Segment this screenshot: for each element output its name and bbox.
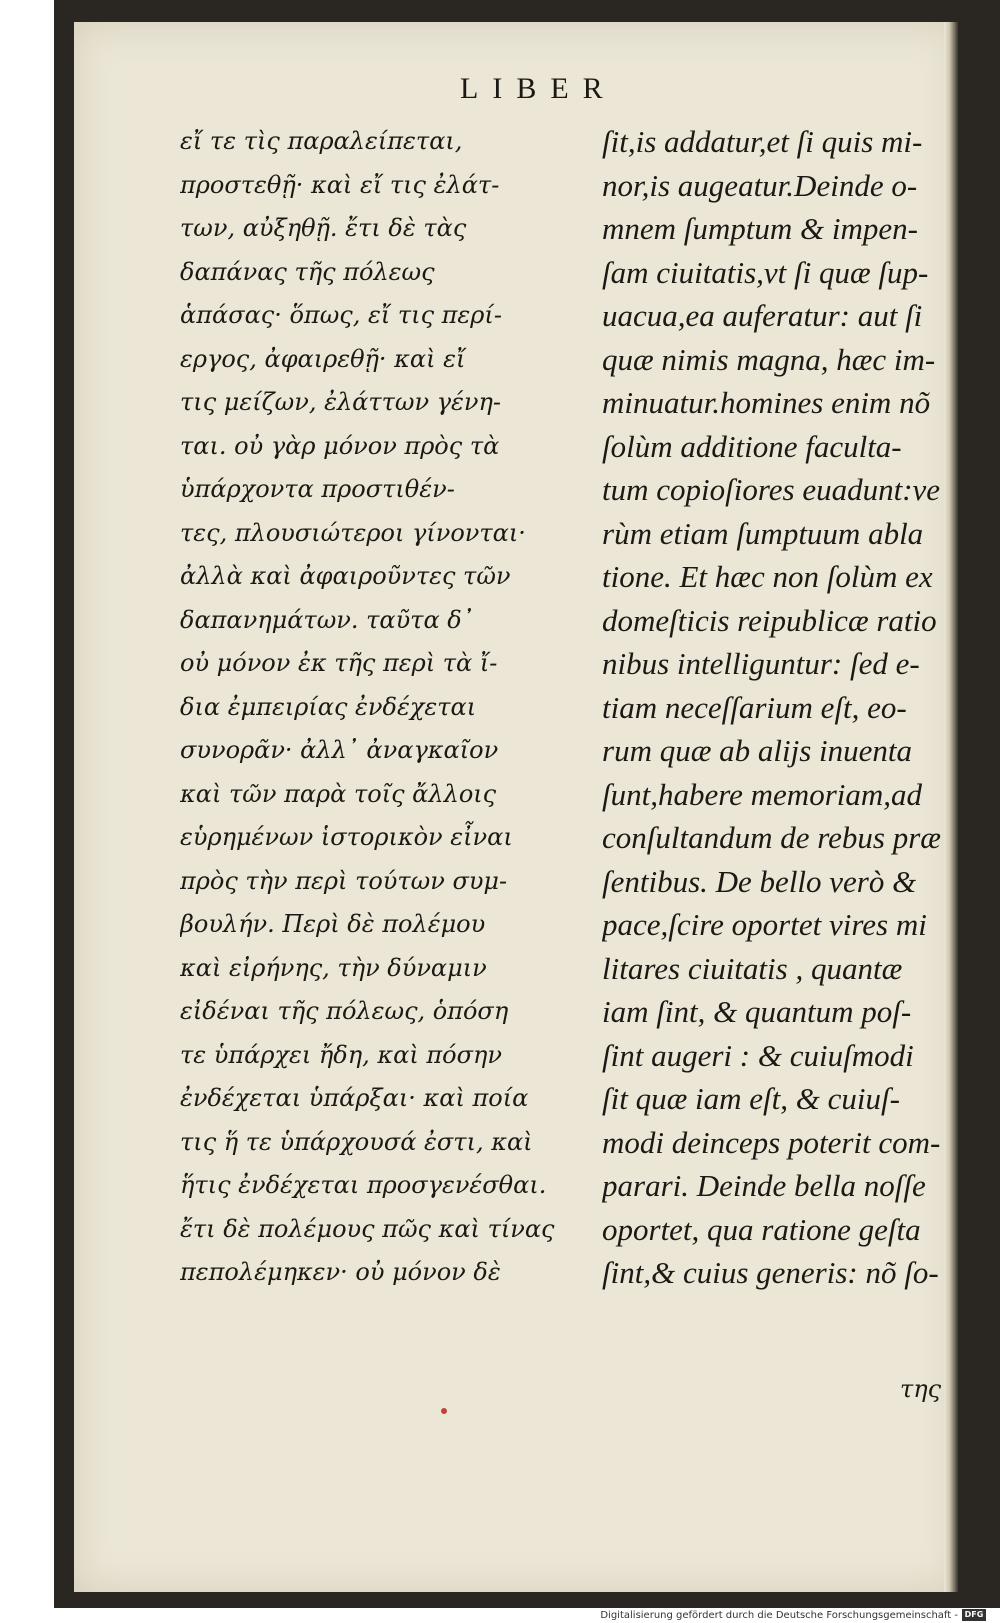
latin-text-line: domeſticis reipublicæ ratio — [602, 602, 937, 638]
latin-text-line: parari. Deinde bella noſſe — [602, 1168, 926, 1203]
greek-text-line: καὶ εἰρήνης, τὴν δύναμιν — [180, 953, 487, 982]
greek-text-line: των, αὐξηθῇ. ἔτι δὲ τὰς — [180, 214, 467, 242]
latin-text-line: pace,ſcire oportet vires mi — [602, 907, 927, 942]
greek-text-line: συνορᾶν· ἀλλ᾽ ἀναγκαῖον — [180, 736, 499, 764]
latin-text-line: quæ nimis magna, hæc im- — [602, 341, 936, 377]
greek-text-line: ὑπάρχοντα προστιθέν- — [180, 475, 455, 503]
latin-text-line: minuatur.homines enim nõ — [602, 385, 931, 420]
latin-text-column — [602, 120, 982, 1295]
greek-text-line: ἥτις ἐνδέχεται προσγενέσθαι. — [180, 1171, 547, 1199]
latin-text-line: iam ſint, & quantum poſ- — [602, 994, 912, 1029]
greek-text-column — [180, 120, 600, 1295]
latin-text-line: ſit,is addatur,et ſi quis mi- — [602, 124, 923, 159]
greek-text-line: βουλήν. Περὶ δὲ πολέμου — [180, 910, 486, 938]
latin-text-line: rùm etiam ſumptuum abla — [602, 515, 924, 551]
greek-text-line: δαπανημάτων. ταῦτα δ᾽ — [180, 605, 474, 634]
catchword: της — [900, 1375, 942, 1403]
latin-text-line: ſunt,habere memoriam,ad — [602, 776, 923, 812]
greek-text-line: πρὸς τὴν περὶ τούτων συμ- — [180, 866, 508, 895]
dfg-logo-icon: DFG — [962, 1609, 986, 1621]
greek-text-line: εἰδέναι τῆς πόλεως, ὁπόση — [180, 997, 509, 1025]
latin-text-line: mnem ſumptum & impen- — [602, 211, 918, 246]
greek-text-line: ἀλλὰ καὶ ἀφαιροῦντες τῶν — [180, 562, 511, 590]
greek-text-line: δαπάνας τῆς πόλεως — [180, 257, 435, 286]
ink-spot — [441, 1408, 447, 1414]
greek-text-line: καὶ τῶν παρὰ τοῖς ἄλλοις — [180, 779, 497, 808]
latin-text-line: conſultandum de rebus præ — [602, 820, 941, 855]
greek-text-line: εργος, ἀφαιρεθῇ· καὶ εἴ — [180, 344, 466, 373]
latin-text-line: nor,is augeatur.Deinde o- — [602, 167, 918, 203]
latin-text-line: nibus intelliguntur: ſed e- — [602, 646, 920, 681]
greek-text-line: τις μείζων, ἐλάττων γένη- — [180, 388, 502, 416]
latin-text-line: litares ciuitatis , quantæ — [602, 950, 903, 986]
greek-text-line: εὑρημένων ἱστορικὸν εἶναι — [180, 823, 513, 851]
latin-text-line: ſint,& cuius generis: nõ ſo- — [602, 1255, 939, 1290]
latin-text-line: ſam ciuitatis,vt ſi quæ ſup- — [602, 254, 929, 290]
greek-text-line: ται. οὐ γὰρ μόνον πρὸς τὰ — [180, 431, 500, 460]
greek-text-line: οὐ μόνον ἐκ τῆς περὶ τὰ ἴ- — [180, 649, 498, 677]
latin-text-line: tione. Et hæc non ſolùm ex — [602, 559, 933, 594]
latin-text-line: uacua,ea auferatur: aut ſi — [602, 298, 923, 333]
latin-text-line: ſolùm additione faculta- — [602, 428, 902, 464]
greek-text-line: τε ὑπάρχει ἤδη, καὶ πόσην — [180, 1040, 502, 1069]
greek-text-line: ἐνδέχεται ὑπάρξαι· καὶ ποία — [180, 1084, 529, 1112]
greek-text-line: εἴ τε τὶς παραλείπεται, — [180, 127, 463, 155]
running-head: LIBER — [460, 72, 617, 105]
greek-text-line: ἁπάσας· ὅπως, εἴ τις περί- — [180, 301, 502, 329]
greek-text-line: τες, πλουσιώτεροι γίνονται· — [180, 518, 526, 547]
greek-text-line: δια ἐμπειρίας ἐνδέχεται — [180, 692, 477, 721]
latin-text-line: tum copioſiores euadunt:ve — [602, 472, 941, 507]
latin-text-line: ſit quæ iam eſt, & cuiuſ- — [602, 1081, 900, 1116]
latin-text-line: ſint augeri : & cuiuſmodi — [602, 1037, 914, 1073]
latin-text-line: rum quæ ab alijs inuenta — [602, 733, 913, 768]
latin-text-line: oportet, qua ratione geſta — [602, 1211, 921, 1247]
greek-text-line: τις ἥ τε ὑπάρχουσά ἐστι, καὶ — [180, 1127, 533, 1156]
latin-text-line: ſentibus. De bello verò & — [602, 863, 917, 899]
greek-text-line: πεπολέμηκεν· οὐ μόνον δὲ — [180, 1258, 501, 1286]
latin-text-line: modi deinceps poterit com- — [602, 1124, 941, 1160]
greek-text-line: ἔτι δὲ πολέμους πῶς καὶ τίνας — [180, 1214, 555, 1243]
funding-notice: Digitalisierung gefördert durch die Deutsche Forschungsgemeinschaft - — [600, 1610, 958, 1621]
greek-text-line: προστεθῇ· καὶ εἴ τις ἐλάτ- — [180, 170, 500, 199]
latin-text-line: tiam neceſſarium eſt, eo- — [602, 689, 907, 725]
